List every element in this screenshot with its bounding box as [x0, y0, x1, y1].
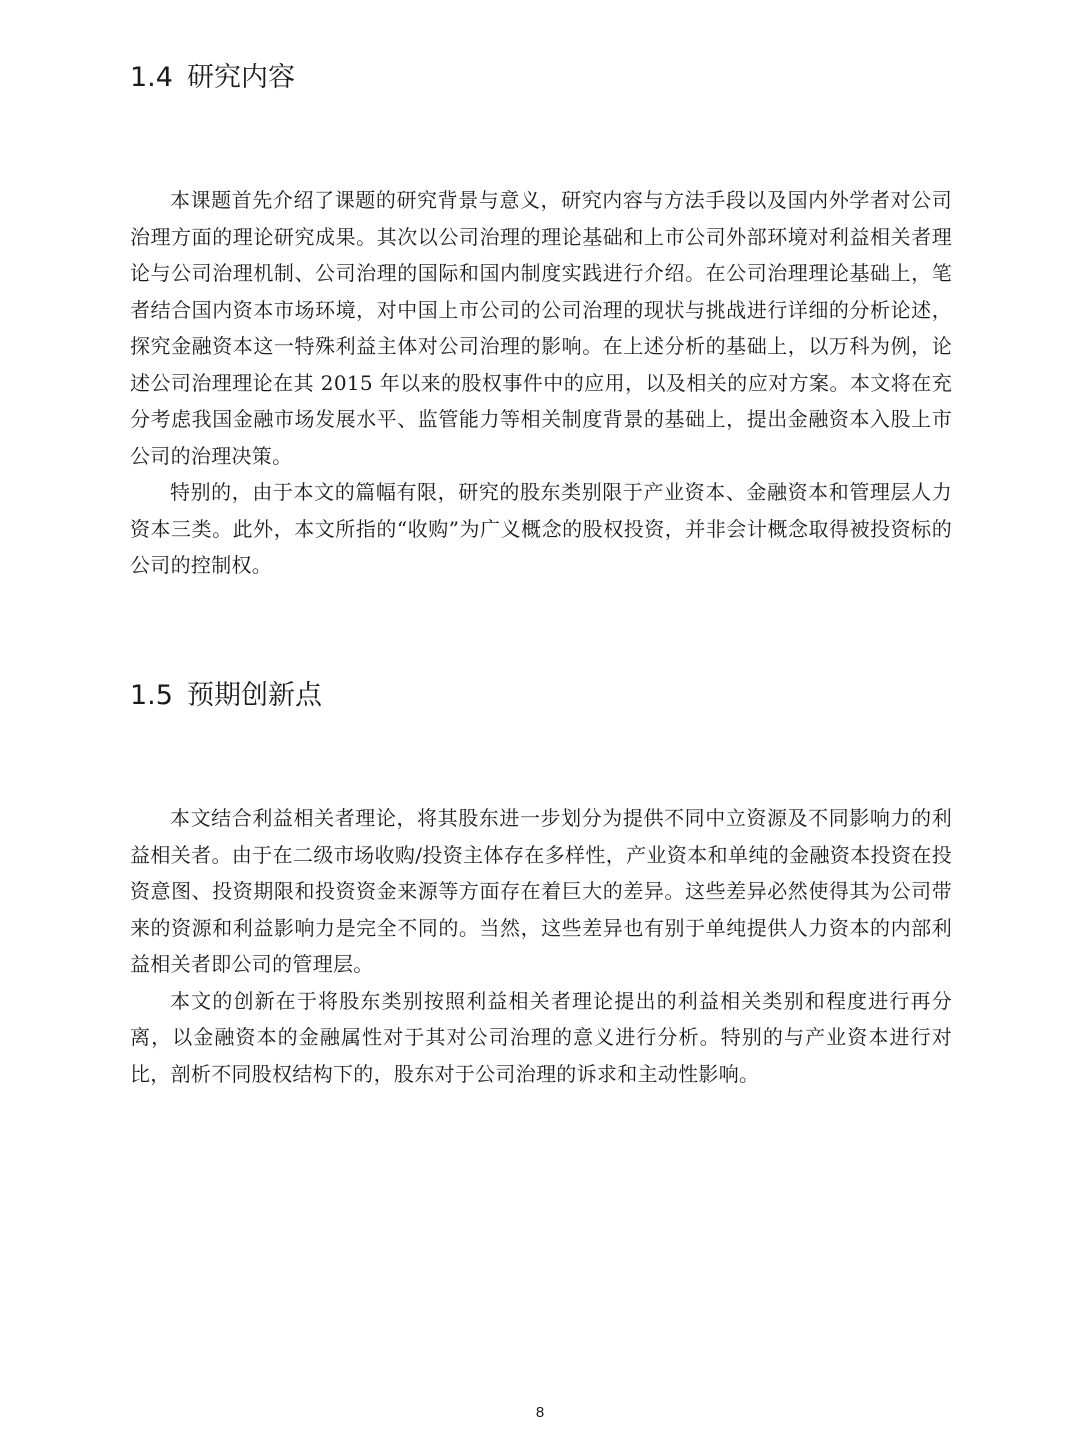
section-number: 1.5 — [130, 680, 173, 711]
section-number: 1.4 — [130, 62, 173, 93]
paragraph: 本文的创新在于将股东类别按照利益相关者理论提出的利益相关类别和程度进行再分离，以金融资本的金融属性对于其对公司治理的意义进行分析。特别的与产业资本进行对比，剖析不同股权结构下的，股东对于公司治理的诉求和主动性影响。 — [130, 988, 952, 1086]
section-heading — [130, 58, 952, 98]
paragraph: 特别的，由于本文的篇幅有限，研究的股东类别限于产业资本、金融资本和管理层人力资本三类。此外，本文所指的“收购”为广义概念的股权投资，并非会计概念取得被投资标的公司的控制权。 — [130, 480, 952, 577]
section-heading — [130, 676, 952, 716]
section-title: 预期创新点 — [186, 680, 322, 711]
paragraph: 本文结合利益相关者理论，将其股东进一步划分为提供不同中立资源及不同影响力的利益相关者。由于在二级市场收购/投资主体存在多样性，产业资本和单纯的金融资本投资在投资意图、投资期限和投资资金来源等方面存在着巨大的差异。这些差异必然使得其为公司带来的资源和利益影响力是完全不同的。当然，这些差异也有别于单纯提供人力资本的内部利益相关者即公司的管理层。 — [130, 806, 952, 976]
paragraph: 本课题首先介绍了课题的研究背景与意义，研究内容与方法手段以及国内外学者对公司治理方面的理论研究成果。其次以公司治理的理论基础和上市公司外部环境对利益相关者理论与公司治理机制、公司治理的国际和国内制度实践进行介绍。在公司治理理论基础上，笔者结合国内资本市场环境，对中国上市公司的公司治理的现状与挑战进行详细的分析论述，探究金融资本这一特殊利益主体对公司治理的影响。在上述分析的基础上，以万科为例，论述公司治理理论在其 2015 年以来的股权事件中的应用，以及相关的应对方案。本文将在充分考虑我国金融市场发展水平、监管能力等相关制度背景的基础上，提出金融资本入股上市公司的治理决策。 — [130, 188, 952, 468]
section-title: 研究内容 — [186, 62, 295, 93]
section-expected-innovation — [130, 676, 952, 1092]
section-research-content — [130, 58, 952, 584]
page-number: 8 — [535, 1404, 545, 1421]
